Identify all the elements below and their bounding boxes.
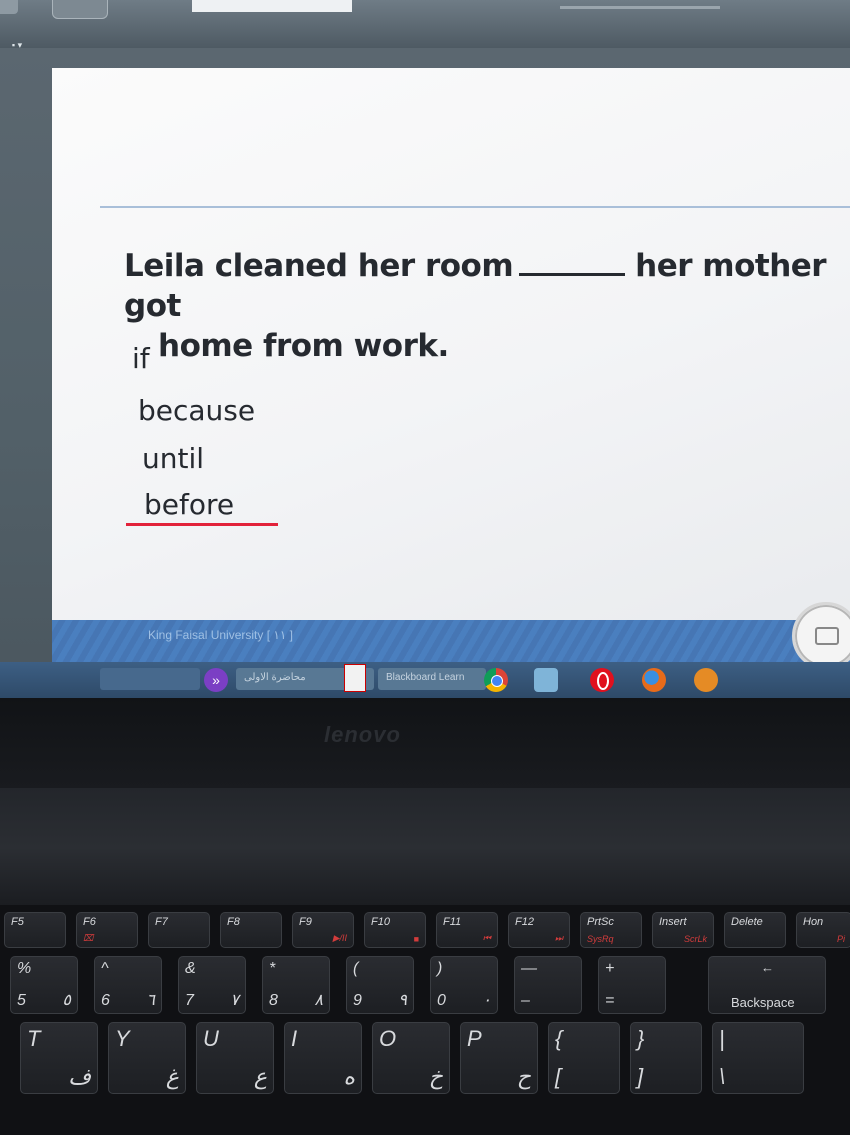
key-main: – bbox=[521, 992, 530, 1009]
slide-footer bbox=[52, 620, 850, 662]
key-y[interactable] bbox=[108, 1022, 186, 1094]
key-alt: ٥ bbox=[62, 992, 71, 1009]
key-sub: SysRq bbox=[587, 934, 614, 944]
taskbar-browser-label: Blackboard Learn bbox=[386, 672, 465, 683]
key-top: ← bbox=[761, 960, 774, 975]
opera-icon[interactable] bbox=[590, 668, 614, 692]
question-part1: Leila cleaned her room bbox=[124, 248, 514, 284]
key-alt: ٧ bbox=[230, 992, 239, 1009]
key-8[interactable] bbox=[262, 956, 330, 1014]
taskbar bbox=[0, 662, 850, 698]
key-0[interactable] bbox=[430, 956, 498, 1014]
key-sub: ⏮ bbox=[482, 933, 491, 943]
laptop-hinge bbox=[0, 788, 850, 908]
key-f11[interactable] bbox=[436, 912, 498, 948]
key-label: F12 bbox=[515, 916, 534, 928]
key-alt: ه bbox=[343, 1064, 355, 1089]
key-9[interactable] bbox=[346, 956, 414, 1014]
key-o[interactable] bbox=[372, 1022, 450, 1094]
key-main: Backspace bbox=[731, 995, 795, 1010]
key-label: F6 bbox=[83, 916, 96, 928]
brand-logo: lenovo bbox=[324, 722, 401, 747]
key-f7[interactable] bbox=[148, 912, 210, 948]
laptop-bezel bbox=[0, 698, 850, 788]
key-alt: ٨ bbox=[314, 992, 323, 1009]
key-main: } bbox=[637, 1026, 645, 1051]
key-f12[interactable] bbox=[508, 912, 570, 948]
key-top: * bbox=[269, 960, 276, 977]
key-f5[interactable] bbox=[4, 912, 66, 948]
key-delete[interactable] bbox=[724, 912, 786, 948]
cloud-icon[interactable] bbox=[534, 668, 558, 692]
key-sub: ▶/II bbox=[332, 933, 347, 943]
key-home[interactable] bbox=[796, 912, 850, 948]
key-sub: Pi bbox=[836, 934, 845, 944]
key-alt: ٩ bbox=[398, 992, 407, 1009]
window-tab[interactable] bbox=[0, 0, 18, 14]
key-main: 6 bbox=[101, 992, 110, 1009]
question-part2: her mother got bbox=[124, 248, 827, 324]
taskbar-pdf-label: محاضرة الاولى bbox=[244, 672, 306, 683]
key-top: ^ bbox=[101, 960, 109, 977]
key-main: Y bbox=[115, 1026, 130, 1051]
key-f6[interactable] bbox=[76, 912, 138, 948]
key-label: F8 bbox=[227, 916, 240, 928]
key-alt: [ bbox=[555, 1064, 562, 1089]
key-sub: ⌧ bbox=[83, 933, 94, 943]
taskbar-pdf-item[interactable] bbox=[236, 668, 374, 690]
key-main: I bbox=[291, 1026, 298, 1051]
key-alt: ف bbox=[68, 1064, 91, 1089]
key-f8[interactable] bbox=[220, 912, 282, 948]
key-alt: ح bbox=[516, 1064, 531, 1089]
key-prtsc[interactable] bbox=[580, 912, 642, 948]
key-alt: ع bbox=[253, 1064, 267, 1089]
option-because[interactable]: because bbox=[138, 394, 256, 427]
key-label: F11 bbox=[443, 916, 462, 928]
option-until[interactable]: until bbox=[142, 442, 205, 475]
firefox-icon[interactable] bbox=[642, 668, 666, 692]
key-main: 0 bbox=[437, 992, 446, 1009]
key-insert[interactable] bbox=[652, 912, 714, 948]
key-main: P bbox=[467, 1026, 482, 1051]
key-label: F5 bbox=[11, 916, 24, 928]
window-top-bar bbox=[0, 0, 850, 48]
slide bbox=[52, 68, 850, 628]
title-bar-segment bbox=[560, 6, 720, 9]
key-6[interactable] bbox=[94, 956, 162, 1014]
key-left-brace[interactable] bbox=[548, 1022, 620, 1094]
key-alt: غ bbox=[165, 1064, 179, 1089]
key-top: — bbox=[521, 960, 537, 977]
key-label: F9 bbox=[299, 916, 312, 928]
key-alt: ٦ bbox=[146, 992, 155, 1009]
answer-blank bbox=[519, 249, 625, 276]
key-label: F7 bbox=[155, 916, 168, 928]
key-p[interactable] bbox=[460, 1022, 538, 1094]
question-text bbox=[124, 246, 850, 366]
window-tab[interactable] bbox=[52, 0, 108, 19]
option-before[interactable]: before bbox=[144, 488, 235, 521]
taskbar-item[interactable] bbox=[100, 668, 200, 690]
key-alt: خ bbox=[428, 1064, 443, 1089]
key-main: U bbox=[203, 1026, 219, 1051]
key-sub: ScrLk bbox=[683, 934, 707, 944]
key-backspace[interactable] bbox=[708, 956, 826, 1014]
key-top: + bbox=[605, 960, 615, 977]
key-label: PrtSc bbox=[587, 916, 614, 928]
key-u[interactable] bbox=[196, 1022, 274, 1094]
key-top: % bbox=[17, 960, 32, 977]
key-alt: ] bbox=[637, 1064, 644, 1089]
key-t[interactable] bbox=[20, 1022, 98, 1094]
key-main: = bbox=[605, 992, 615, 1009]
key-alt: ٠ bbox=[482, 992, 491, 1009]
key-i[interactable] bbox=[284, 1022, 362, 1094]
key-top: & bbox=[185, 960, 196, 977]
answer-underline bbox=[126, 523, 278, 526]
key-alt: \ bbox=[719, 1064, 726, 1089]
key-main: 7 bbox=[185, 992, 194, 1009]
question-line2: home from work. bbox=[158, 328, 449, 364]
key-main: | bbox=[719, 1026, 725, 1051]
key-main: O bbox=[379, 1026, 397, 1051]
key-main: 5 bbox=[17, 992, 26, 1009]
key-main: T bbox=[27, 1026, 41, 1051]
key-7[interactable] bbox=[178, 956, 246, 1014]
media-player-icon[interactable] bbox=[694, 668, 718, 692]
key-right-brace[interactable] bbox=[630, 1022, 702, 1094]
key-f10[interactable] bbox=[364, 912, 426, 948]
key-label: Delete bbox=[731, 916, 763, 928]
key-sub: ⏭ bbox=[554, 933, 563, 943]
key-top: ( bbox=[353, 960, 359, 977]
pdf-icon bbox=[344, 664, 366, 692]
chevron-down-icon[interactable]: ▪ ▾ bbox=[11, 40, 23, 50]
onenote-icon[interactable]: » bbox=[204, 668, 228, 692]
key-pipe[interactable] bbox=[712, 1022, 804, 1094]
option-if[interactable]: if bbox=[132, 342, 150, 375]
key-label: Insert bbox=[659, 916, 687, 928]
key-sub: ■ bbox=[413, 934, 419, 944]
key-f9[interactable] bbox=[292, 912, 354, 948]
key-label: Hon bbox=[803, 916, 824, 928]
key-main: 9 bbox=[353, 992, 362, 1009]
title-bar-segment bbox=[192, 0, 352, 12]
key-5[interactable] bbox=[10, 956, 78, 1014]
footer-text: King Faisal University [ ١١ ] bbox=[148, 628, 293, 642]
key-label: F10 bbox=[371, 916, 390, 928]
taskbar-browser-item[interactable] bbox=[378, 668, 486, 690]
university-seal-icon bbox=[792, 602, 850, 670]
chrome-icon[interactable] bbox=[484, 668, 508, 692]
key-minus[interactable] bbox=[514, 956, 582, 1014]
key-equals[interactable] bbox=[598, 956, 666, 1014]
key-top: ) bbox=[437, 960, 443, 977]
key-main: 8 bbox=[269, 992, 278, 1009]
slide-divider bbox=[100, 206, 850, 208]
key-main: { bbox=[555, 1026, 563, 1051]
